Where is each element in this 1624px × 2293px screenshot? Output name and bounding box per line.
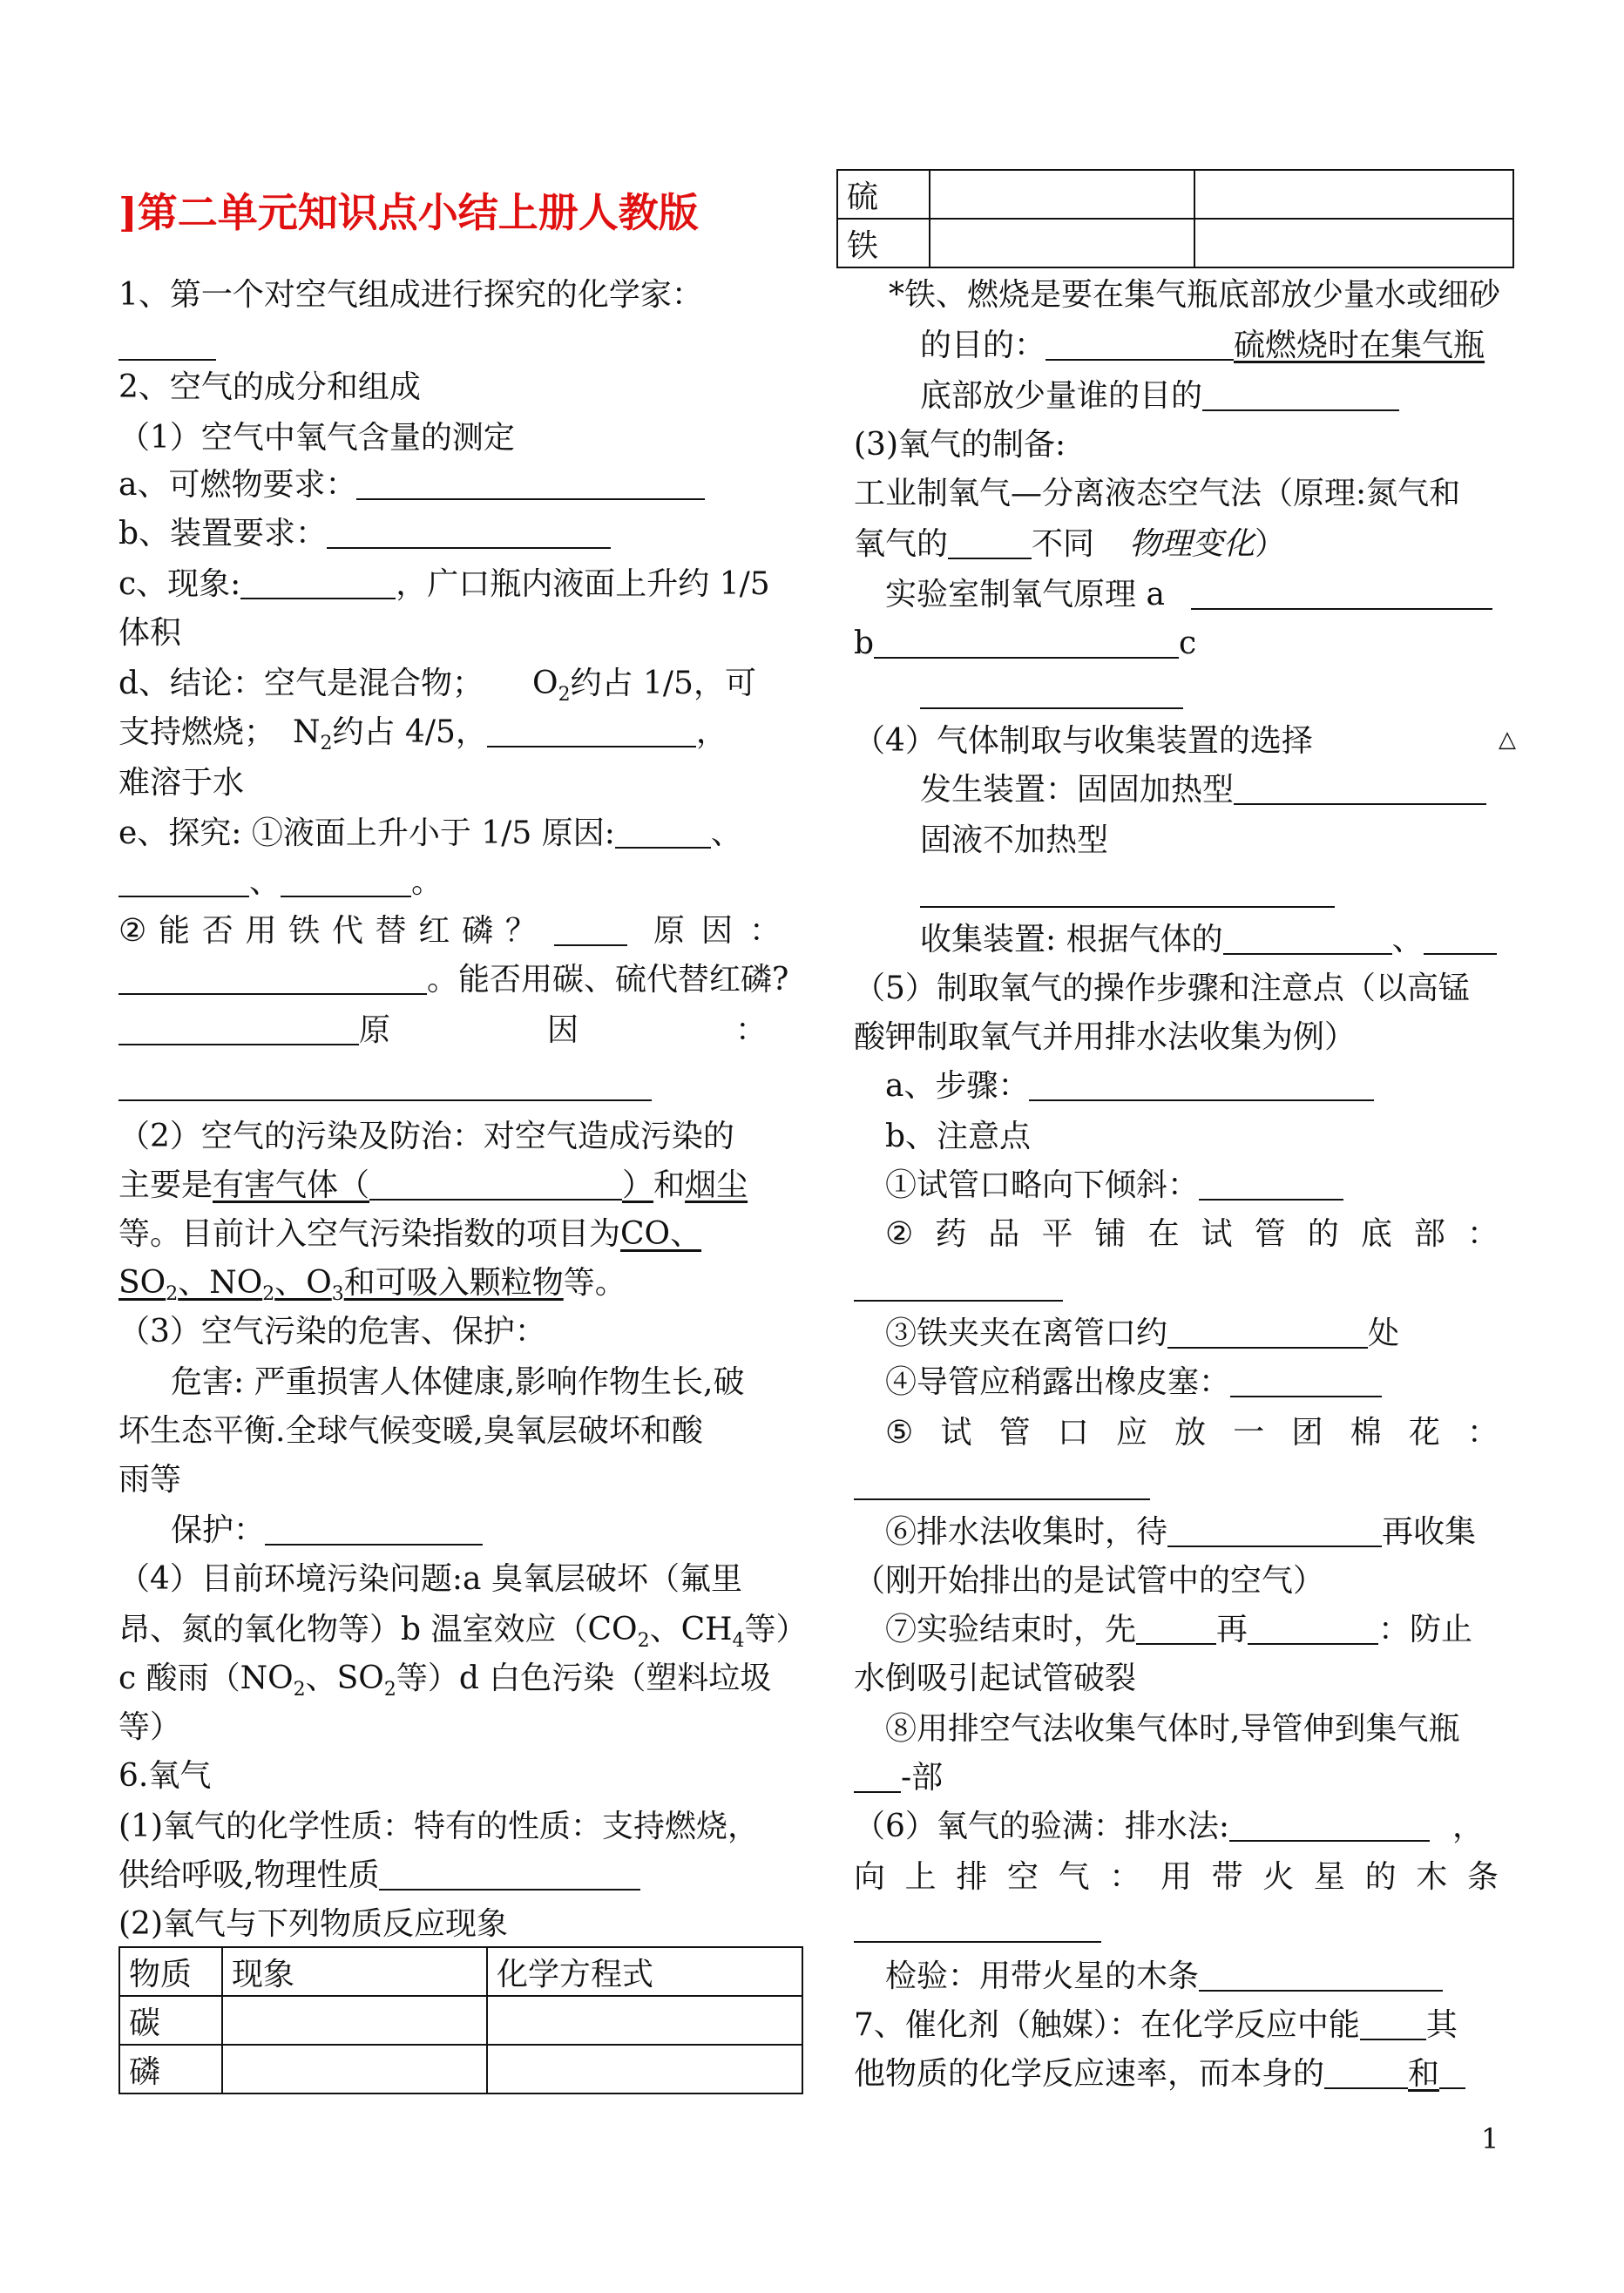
label: 能否用碳、硫代替红磷? [458, 962, 789, 998]
char: ⑤ [885, 1415, 914, 1451]
answer-blank[interactable] [1439, 2053, 1465, 2089]
label: a、可燃物要求： [118, 467, 357, 503]
label: 、SO [305, 1661, 384, 1696]
text-line [118, 861, 807, 904]
underlined-text: 和 [1408, 2056, 1440, 2092]
answer-blank[interactable] [920, 871, 1335, 908]
char: 的 [1364, 1859, 1397, 1895]
underlined-text: 硫燃烧时在集气瓶 [1234, 328, 1485, 363]
text-line: b、注意点 [885, 1119, 1032, 1154]
answer-blank[interactable] [327, 512, 611, 549]
section-heading: （2）空气的污染及防治：对空气造成污染的 [118, 1119, 734, 1154]
label: 再 [1216, 1612, 1248, 1647]
blank-line [854, 1265, 1542, 1309]
underlined-text: 和可吸入颗粒物 [343, 1265, 564, 1301]
label: 和 [653, 1167, 686, 1203]
text-line: 酸钾制取氧气并用排水法收集为例） [854, 1019, 1357, 1055]
answer-blank[interactable] [1029, 1065, 1374, 1101]
label: ③铁夹夹在离管口约 [885, 1316, 1168, 1351]
subscript: 2 [320, 733, 333, 755]
label: b [854, 626, 875, 661]
subscript: 4 [732, 1630, 745, 1653]
label: 氧气的 [854, 526, 949, 562]
table-cell: 碳 [119, 1996, 222, 2045]
table-row [119, 1947, 802, 1996]
answer-blank[interactable] [1199, 1955, 1443, 1992]
label: （6）氧气的验满：排水法: [854, 1809, 1230, 1844]
text-line [118, 1608, 807, 1663]
text-line: 1、第一个对空气组成进行探究的化学家： [118, 277, 703, 313]
blank-line [118, 324, 807, 368]
subscript: 3 [331, 1283, 344, 1306]
char: ： [748, 913, 781, 949]
answer-blank[interactable] [854, 1906, 1101, 1943]
char: 带 [1211, 1859, 1243, 1895]
table-cell: 磷 [119, 2045, 222, 2093]
label: c [1179, 626, 1197, 661]
answer-blank[interactable] [1234, 768, 1486, 805]
section-heading: （4）气体制取与收集装置的选择 [854, 723, 1313, 759]
char: 因 [700, 913, 733, 949]
answer-blank[interactable] [1199, 1164, 1343, 1201]
label: 等。 [563, 1265, 626, 1301]
answer-blank[interactable] [379, 1854, 640, 1891]
label: 实验室制氧气原理 a [885, 577, 1165, 612]
answer-blank[interactable] [1045, 324, 1234, 361]
answer-blank[interactable] [854, 1265, 1063, 1302]
answer-blank[interactable] [554, 910, 627, 946]
table-cell[interactable] [222, 1996, 487, 2045]
text-line: *铁、燃烧是要在集气瓶底部放少量水或细砂 [889, 277, 1501, 313]
label: 、 [1391, 922, 1424, 957]
char: 火 [1262, 1859, 1295, 1895]
underlined-text: 烟尘 [685, 1167, 748, 1203]
label: c 酸雨（NO [118, 1661, 294, 1696]
text-line: 雨等 [118, 1462, 182, 1498]
text-line [854, 1511, 1573, 1554]
subscript: 2 [166, 1283, 179, 1306]
table-header: 现象 [222, 1947, 487, 1996]
table-cell: 铁 [837, 219, 930, 267]
answer-blank[interactable] [1248, 1608, 1378, 1645]
text-line [854, 1361, 1573, 1404]
char: 团 [1291, 1415, 1323, 1451]
char: ？ [504, 913, 537, 949]
char: 上 [904, 1859, 937, 1895]
label: 处 [1368, 1316, 1400, 1351]
label: ：防止 [1378, 1612, 1473, 1647]
label: 供给呼吸,物理性质 [118, 1857, 380, 1893]
label: 。 [427, 962, 459, 998]
label: b、装置要求： [118, 516, 328, 551]
answer-blank[interactable] [369, 1164, 622, 1201]
text-line [118, 812, 807, 856]
table-cell[interactable] [1194, 219, 1513, 267]
text-line: 工业制氧气—分离液态空气法（原理:氮气和 [854, 476, 1461, 511]
table-row [837, 219, 1513, 267]
text-line: 等） [118, 1709, 182, 1745]
label: 支持燃烧； [118, 714, 276, 750]
label: ，广口瓶内液面上升约 1/5 [396, 566, 770, 602]
char: ： [734, 1012, 767, 1048]
subscript: 2 [293, 1679, 306, 1701]
blank-line [854, 1464, 1542, 1507]
label: -部 [901, 1760, 944, 1796]
label: 、 [710, 815, 742, 851]
label: a、步骤： [885, 1068, 1030, 1104]
text-line [854, 1756, 1542, 1800]
answer-blank[interactable] [1424, 918, 1497, 955]
label: 其 [1425, 2007, 1458, 2043]
char: 试 [940, 1415, 972, 1451]
label: 发生装置：固固加热型 [920, 772, 1235, 808]
answer-blank[interactable] [118, 861, 249, 897]
reaction-table-right [836, 169, 1514, 268]
table-row [119, 2045, 802, 2093]
text-line: 2、空气的成分和组成 [118, 369, 421, 405]
table-cell[interactable] [222, 2045, 487, 2093]
label: 约占 1/5，可 [570, 666, 756, 701]
section-heading: （3）空气污染的危害、保护： [118, 1314, 546, 1349]
page-number: 1 [1481, 2122, 1499, 2155]
underlined-text: CO、 [620, 1216, 702, 1252]
char: 放 [1174, 1415, 1207, 1451]
char: 排 [956, 1859, 988, 1895]
char: 用 [245, 913, 277, 949]
label: 等） [744, 1612, 808, 1647]
answer-blank[interactable] [1223, 918, 1392, 955]
subscript: 2 [558, 684, 571, 707]
char: 星 [1313, 1859, 1345, 1895]
char: 应 [1115, 1415, 1147, 1451]
answer-blank[interactable] [1167, 1312, 1368, 1349]
char: 原 [359, 1012, 391, 1048]
text-line [854, 2004, 1542, 2047]
char: 向 [854, 1859, 886, 1895]
answer-blank[interactable] [920, 673, 1183, 709]
table-row [837, 170, 1513, 219]
text-line: ⑧用排空气法收集气体时,导管伸到集气瓶 [885, 1711, 1460, 1747]
text-line [854, 1608, 1573, 1652]
label: e、探究: [118, 815, 242, 851]
char: 否 [201, 913, 233, 949]
char: 铁 [288, 913, 321, 949]
answer-blank[interactable] [615, 812, 711, 849]
label: 。 [411, 864, 443, 900]
label: ⑥排水法收集时，待 [885, 1514, 1168, 1550]
label: 、O [274, 1265, 332, 1301]
answer-blank[interactable] [118, 958, 427, 995]
table-cell: 硫 [837, 170, 930, 219]
answer-blank[interactable] [118, 324, 216, 361]
label: 不同 [1032, 526, 1095, 562]
table-cell[interactable] [930, 170, 1194, 219]
answer-blank[interactable] [281, 861, 411, 897]
text-line [118, 1261, 807, 1316]
text-line [854, 918, 1608, 962]
text-line [854, 1805, 1542, 1849]
label: N [293, 714, 321, 750]
answer-blank[interactable] [854, 1756, 901, 1793]
text-line [118, 1509, 859, 1552]
label: ④导管应稍露出橡皮塞： [885, 1364, 1231, 1400]
table-cell[interactable] [930, 219, 1194, 267]
table-cell[interactable] [487, 1996, 802, 2045]
text-line [854, 768, 1608, 812]
char: 条 [1466, 1859, 1499, 1895]
char: 口 [1057, 1415, 1089, 1451]
char: 能 [159, 913, 191, 949]
text-line [118, 711, 807, 766]
label: ①液面上升小于 1/5 原因: [251, 815, 615, 851]
table-cell[interactable] [487, 2045, 802, 2093]
label: SO [118, 1265, 166, 1301]
label: 收集装置: 根据气体的 [920, 922, 1223, 957]
label: 他物质的化学反应速率，而本身的 [854, 2056, 1325, 2092]
text-line [854, 324, 1608, 368]
answer-blank[interactable] [1202, 375, 1399, 411]
text-line: 坏生态平衡.全球气候变暖,臭氧层破坏和酸 [118, 1413, 703, 1449]
table-row [119, 1996, 802, 2045]
italic-text: 物理变化 [1129, 526, 1255, 562]
answer-blank[interactable] [240, 563, 396, 599]
char: 管 [998, 1415, 1031, 1451]
text-line [118, 512, 807, 556]
char: 空 [1006, 1859, 1039, 1895]
char: 平 [1041, 1216, 1073, 1252]
blank-line [118, 1065, 807, 1108]
text-line [854, 573, 1573, 617]
char: 铺 [1094, 1216, 1127, 1252]
answer-blank[interactable] [118, 1065, 652, 1101]
answer-blank[interactable] [1136, 1608, 1216, 1645]
label: 、CH [649, 1612, 733, 1647]
char: 因 [546, 1012, 579, 1048]
char: 花 [1408, 1415, 1440, 1451]
text-line [854, 1213, 1573, 1256]
char: 在 [1147, 1216, 1180, 1252]
label: 、 [249, 864, 281, 900]
label: ， [1452, 1809, 1485, 1844]
table-cell[interactable] [1194, 170, 1513, 219]
char: ： [1466, 1216, 1499, 1252]
label: 主要是 [118, 1167, 213, 1203]
label: 的目的： [920, 328, 1046, 363]
answer-blank[interactable] [854, 1464, 1150, 1500]
text-line: （刚开始排出的是试管中的空气） [854, 1563, 1325, 1599]
section-heading: (3)氧气的制备: [854, 427, 1066, 463]
section-heading: （1）空气中氧气含量的测定 [118, 420, 515, 456]
char: 部 [1413, 1216, 1445, 1252]
text-line: 体积 [118, 615, 182, 651]
char: ② [885, 1216, 914, 1252]
underlined-text [118, 1265, 344, 1306]
text-line [118, 1009, 807, 1052]
label: 再收集 [1382, 1514, 1477, 1550]
text-line: 难溶于水 [118, 765, 245, 801]
subscript: 2 [383, 1679, 396, 1701]
text-line [854, 1164, 1573, 1207]
blank-line [854, 1906, 1542, 1950]
blank-line [854, 871, 1608, 915]
char: 原 [653, 913, 686, 949]
label: 底部放少量谁的目的 [920, 378, 1203, 414]
label: 等）d 白色污染（塑料垃圾 [396, 1661, 772, 1696]
answer-blank[interactable] [1167, 1511, 1382, 1547]
label: 保护： [171, 1512, 266, 1548]
answer-blank[interactable] [1229, 1805, 1430, 1842]
char: 红 [418, 913, 450, 949]
label: c、现象: [118, 566, 241, 602]
char: 替 [375, 913, 407, 949]
section-heading: 6.氧气 [118, 1758, 212, 1794]
text-line [118, 958, 807, 1002]
label: 检验：用带火星的木条 [885, 1958, 1200, 1994]
answer-blank[interactable] [1191, 573, 1492, 610]
answer-blank[interactable] [874, 622, 1179, 659]
text-line [854, 1856, 1542, 1899]
answer-blank[interactable] [356, 463, 705, 500]
label: d、结论：空气是混合物； [118, 666, 484, 701]
text-line: 水倒吸引起试管破裂 [854, 1661, 1137, 1696]
answer-blank[interactable] [118, 1009, 359, 1045]
char: 木 [1416, 1859, 1448, 1895]
text-line [118, 563, 807, 606]
underlined-text: 有害气体（ [213, 1167, 370, 1203]
char: 的 [1307, 1216, 1339, 1252]
char: 用 [1160, 1859, 1192, 1895]
label: 昂、氮的氧化物等）b 温室效应（CO [118, 1612, 638, 1647]
subscript: 2 [637, 1630, 650, 1653]
text-line: (1)氧气的化学性质：特有的性质：支持燃烧， [118, 1809, 759, 1844]
subscript: 2 [262, 1283, 275, 1306]
char: 管 [1254, 1216, 1286, 1252]
text-line [118, 1213, 807, 1256]
answer-blank[interactable] [1324, 2053, 1408, 2089]
char: 棉 [1350, 1415, 1382, 1451]
text-line [854, 622, 1542, 666]
section-heading: （4）目前环境污染问题:a 臭氧层破坏（氟里 [118, 1561, 742, 1597]
answer-blank[interactable] [487, 711, 696, 747]
text-line [118, 1854, 807, 1897]
text-line [854, 1065, 1573, 1108]
text-line [118, 1657, 807, 1712]
char: 底 [1360, 1216, 1392, 1252]
underlined-text: ） [622, 1167, 654, 1203]
text-line [854, 523, 1542, 566]
answer-blank[interactable] [1360, 2004, 1426, 2040]
answer-blank[interactable] [265, 1509, 483, 1546]
char: 磷 [462, 913, 494, 949]
text-line: (2)氧气与下列物质反应现象 [118, 1906, 508, 1942]
label: ， [695, 714, 727, 750]
char: 代 [331, 913, 363, 949]
text-line [854, 1955, 1573, 1999]
text-line [118, 662, 807, 717]
table-header: 化学方程式 [487, 1947, 802, 1996]
char: ② [118, 913, 147, 949]
text-line [854, 1312, 1573, 1356]
table-header: 物质 [119, 1947, 222, 1996]
text-line: 危害: 严重损害人体健康,影响作物生长,破 [171, 1364, 745, 1400]
text-line [118, 1164, 807, 1207]
label: O [532, 666, 558, 701]
label: 7、催化剂（触媒）：在化学反应中能 [854, 2007, 1360, 2043]
label: ⑦实验结束时，先 [885, 1612, 1137, 1647]
text-line [118, 910, 807, 953]
char: ： [1466, 1415, 1499, 1451]
char: 品 [988, 1216, 1020, 1252]
text-line [854, 2053, 1542, 2096]
label: ①试管口略向下倾斜： [885, 1167, 1200, 1203]
text-line [854, 1411, 1573, 1455]
blank-line [854, 673, 1608, 716]
text-line [854, 375, 1608, 418]
char: 药 [935, 1216, 967, 1252]
text-line: 固液不加热型 [920, 822, 1109, 858]
answer-blank[interactable] [948, 523, 1032, 559]
label: ） [1255, 526, 1287, 562]
answer-blank[interactable] [1230, 1361, 1382, 1397]
page-title: ]第二单元知识点小结上册人教版 [118, 189, 699, 236]
reaction-table-left [118, 1946, 803, 2094]
text-line [118, 463, 807, 507]
char: 一 [1233, 1415, 1265, 1451]
char: 气 [1058, 1859, 1090, 1895]
char: 试 [1201, 1216, 1233, 1252]
label: 等。目前计入空气污染指数的项目为 [118, 1216, 621, 1252]
label: 约占 4/5， [332, 714, 487, 750]
section-heading: （5）制取氧气的操作步骤和注意点（以高锰 [854, 971, 1470, 1006]
char: ： [1109, 1859, 1141, 1895]
label: 、NO [178, 1265, 263, 1301]
triangle-mark-icon: △ [1499, 727, 1516, 753]
